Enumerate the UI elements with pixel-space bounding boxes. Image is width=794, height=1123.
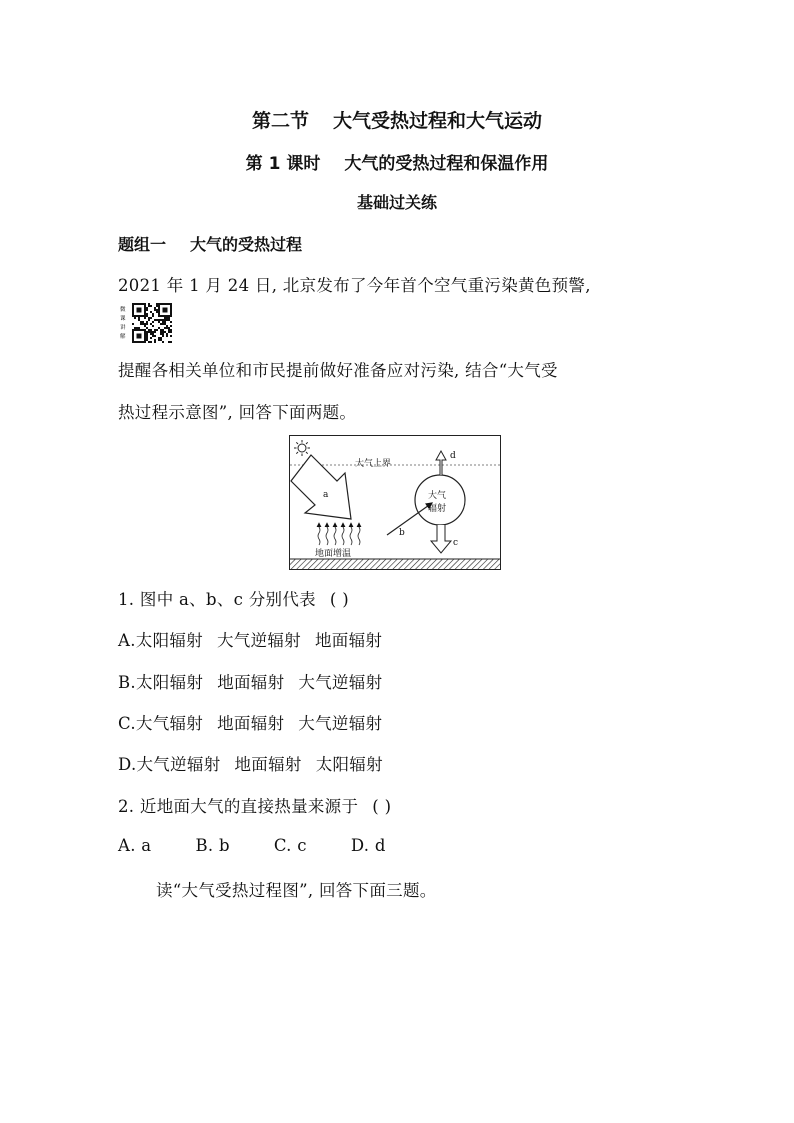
option-letter: B.: [118, 673, 136, 692]
option-item: 地面辐射: [217, 714, 285, 733]
option-letter: D.: [118, 755, 137, 774]
qr-caption-2: 课: [120, 316, 126, 322]
option-item: 地面辐射: [217, 673, 285, 692]
group-title: 大气的受热过程: [190, 235, 303, 254]
q2-choices: [118, 836, 386, 855]
option-item: 大气辐射: [135, 714, 204, 733]
level-heading: 基础过关练: [356, 193, 437, 212]
q2-choice-a[interactable]: A. a: [118, 836, 152, 855]
option-letter: C.: [118, 714, 136, 733]
q1-stem-text: 1. 图中 a、b、c 分别代表: [118, 590, 316, 609]
qr-caption-1: 微: [120, 307, 126, 313]
arrow-a-label: a: [323, 490, 329, 500]
arrow-b-label: b: [399, 528, 405, 538]
intro-line-1: 2021 年 1 月 24 日, 北京发布了今年首个空气重污染黄色预警,: [118, 276, 591, 295]
intro-line-3: 热过程示意图”, 回答下面两题。: [118, 403, 357, 422]
q1-option-d[interactable]: [118, 751, 383, 775]
qr-caption-4: 解: [120, 334, 126, 340]
q2-stem: [118, 793, 391, 817]
option-item: 大气逆辐射: [216, 631, 301, 650]
q1-option-b[interactable]: [118, 669, 382, 693]
q2-stem-text: 2. 近地面大气的直接热量来源于: [118, 797, 359, 816]
ground-surface: [290, 559, 500, 569]
option-item: 大气逆辐射: [298, 673, 383, 692]
atmosphere-heating-diagram: [289, 435, 501, 570]
q1-option-a[interactable]: [118, 627, 382, 651]
lesson-title: [0, 149, 794, 174]
ground-heating-label: 地面增温: [315, 549, 352, 559]
section-number: 第二节: [251, 110, 309, 132]
arrow-c-label: c: [453, 538, 459, 548]
intro-line-2: 提醒各相关单位和市民提前做好准备应对污染, 结合“大气受: [118, 361, 558, 380]
q2-choice-d[interactable]: D. d: [350, 836, 386, 855]
qr-code-icon[interactable]: [118, 303, 173, 343]
option-item: 太阳辐射: [135, 673, 204, 692]
arrow-d-label: d: [450, 451, 456, 461]
option-item: 地面辐射: [234, 755, 302, 774]
option-item: 地面辐射: [314, 631, 383, 650]
q2-choice-b[interactable]: B. b: [195, 836, 230, 855]
option-item: 太阳辐射: [315, 755, 383, 774]
group-heading: [118, 232, 302, 255]
lesson-number: 第 1 课时: [245, 154, 321, 174]
qr-caption-3: 讲: [120, 325, 126, 331]
option-item: 太阳辐射: [135, 631, 203, 650]
section-name: 大气受热过程和大气运动: [333, 110, 543, 132]
atmosphere-label-2: 辐射: [428, 504, 447, 514]
section-title: [0, 106, 794, 133]
option-letter: A.: [118, 631, 136, 650]
group-label: 题组一: [118, 235, 167, 254]
q2-choice-c[interactable]: C. c: [273, 836, 307, 855]
q1-answer-bracket[interactable]: ( ): [329, 590, 349, 609]
lesson-name: 大气的受热过程和保温作用: [344, 154, 549, 174]
atmosphere-top-label: 大气上界: [355, 459, 392, 469]
atmosphere-label-1: 大气: [428, 491, 447, 501]
next-intro: 读“大气受热过程图”, 回答下面三题。: [156, 881, 437, 900]
option-item: 大气逆辐射: [136, 755, 221, 774]
option-item: 大气逆辐射: [298, 714, 383, 733]
q1-option-c[interactable]: [118, 710, 382, 734]
q1-stem: [118, 586, 349, 610]
q2-answer-bracket[interactable]: ( ): [372, 797, 392, 816]
